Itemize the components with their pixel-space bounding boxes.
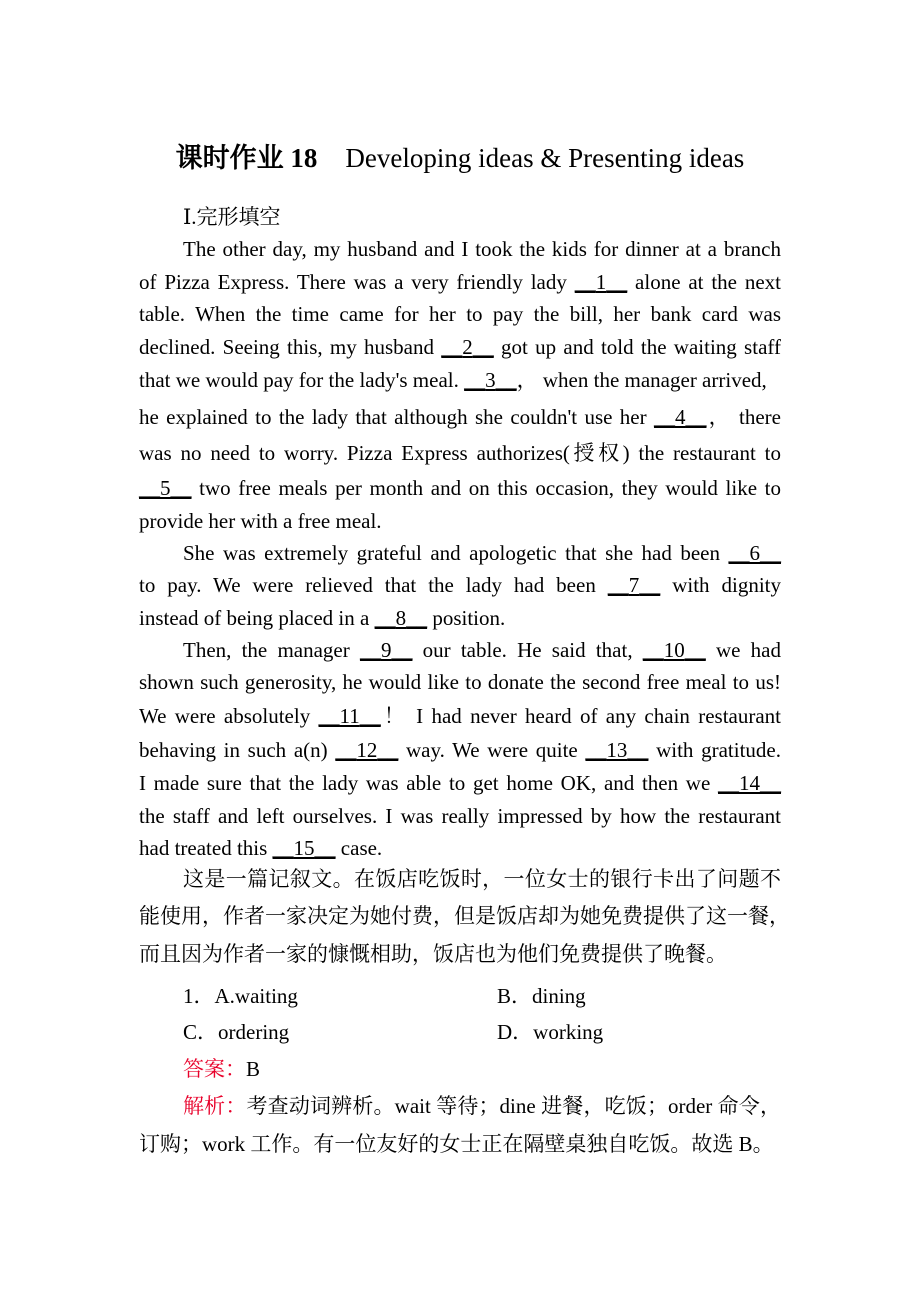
- passage-text: two free meals per month and on this occasion, they would like to: [191, 476, 781, 500]
- passage-text: She was extremely grateful and apologetic that she had been: [183, 541, 729, 565]
- blank-underline: __: [335, 738, 357, 762]
- passage-text: behaving in such a(n): [139, 738, 336, 762]
- cloze-blank: [729, 541, 782, 565]
- blank-underline: __: [272, 836, 294, 860]
- blank-number: 1: [595, 270, 607, 294]
- blank-underline: __: [318, 704, 340, 728]
- blank-number: 14: [739, 771, 760, 795]
- lesson-number: 课时作业 18: [175, 143, 318, 173]
- cloze-blank: [375, 606, 428, 630]
- cloze-blank: [335, 738, 398, 762]
- analysis-label: 解析：: [183, 1094, 247, 1118]
- passage-line: [139, 472, 781, 504]
- passage-line: [139, 401, 781, 433]
- lesson-topic: Developing ideas & Presenting ideas: [345, 143, 745, 173]
- passage-text: ， when the manager arrived,: [516, 368, 767, 392]
- passage-text: with dignity: [660, 573, 781, 597]
- blank-number: 10: [663, 638, 685, 662]
- passage-text: the staff and left ourselves. I was really impressed by how the restaurant: [139, 804, 781, 828]
- cloze-blank: [273, 836, 336, 860]
- blank-underline: __: [472, 335, 494, 359]
- passage-text: position.: [427, 606, 506, 630]
- passage-line: [139, 767, 781, 799]
- answer-value: B: [246, 1057, 261, 1081]
- passage-text: with gratitude.: [648, 738, 781, 762]
- passage-line: [139, 266, 781, 298]
- summary-line: 这是一篇记叙文。在饭店吃饭时，一位女士的银行卡出了问题不: [183, 867, 781, 891]
- blank-underline: __: [760, 771, 781, 795]
- passage-text: We were absolutely: [139, 704, 319, 728]
- passage-line: [183, 634, 781, 666]
- passage-text: our table. He said that,: [412, 638, 643, 662]
- passage-line: [139, 832, 781, 864]
- passage-text: ， there: [706, 405, 781, 429]
- passage-text: way. We were quite: [398, 738, 586, 762]
- blank-underline: __: [377, 738, 399, 762]
- analysis-line: [183, 1090, 781, 1122]
- blank-number: 6: [749, 541, 760, 565]
- passage-text: declined. Seeing this, my husband: [139, 335, 442, 359]
- blank-underline: __: [406, 606, 428, 630]
- passage-text: The other day, my husband and I took the kids for dinner at a branch: [183, 237, 781, 261]
- blank-underline: __: [639, 573, 661, 597]
- passage-text: he explained to the lady that although she couldn't use her: [139, 405, 654, 429]
- passage-line: [139, 364, 781, 396]
- summary-line: 而且因为作者一家的慷慨相助，饭店也为他们免费提供了晚餐。: [139, 942, 727, 966]
- cloze-blank: [608, 573, 661, 597]
- option-c: C．ordering: [183, 1020, 290, 1044]
- blank-number: 8: [395, 606, 407, 630]
- passage-line: [139, 569, 781, 601]
- passage-line: [139, 505, 781, 537]
- blank-underline: __: [760, 541, 781, 565]
- passage-text: I made sure that the lady was able to get home OK, and then we: [139, 771, 718, 795]
- blank-underline: __: [607, 573, 629, 597]
- cloze-blank: [139, 476, 192, 500]
- blank-number: 3: [485, 368, 496, 392]
- passage-line: [139, 298, 781, 330]
- cloze-blank: [441, 335, 494, 359]
- cloze-blank: [718, 771, 781, 795]
- blank-underline: __: [464, 368, 486, 392]
- cloze-blank: [464, 368, 517, 392]
- blank-underline: __: [170, 476, 192, 500]
- passage-text: was no need to worry. Pizza Express authorizes(授权) the restaurant to: [139, 441, 781, 465]
- blank-underline: __: [441, 335, 463, 359]
- page-title: [0, 138, 920, 178]
- passage-text: table. When the time came for her to pay the bill, her bank card was: [139, 302, 781, 326]
- passage-text: had treated this: [139, 836, 273, 860]
- blank-number: 9: [380, 638, 392, 662]
- blank-underline: __: [585, 738, 607, 762]
- blank-underline: __: [374, 606, 396, 630]
- blank-number: 15: [293, 836, 315, 860]
- blank-number: 7: [628, 573, 640, 597]
- passage-text: alone at the next: [627, 270, 781, 294]
- passage-text: to pay. We were relieved that the lady had been: [139, 573, 608, 597]
- blank-underline: __: [684, 638, 706, 662]
- blank-number: 11: [339, 704, 360, 728]
- passage-line: [139, 437, 781, 469]
- blank-underline: __: [653, 405, 675, 429]
- passage-text: of Pizza Express. There was a very friendly lady: [139, 270, 575, 294]
- analysis-line: 订购；work 工作。有一位友好的女士正在隔壁桌独自吃饭。故选 B。: [139, 1132, 774, 1156]
- blank-underline: __: [685, 405, 707, 429]
- passage-line: [183, 537, 781, 569]
- passage-line: [139, 700, 781, 732]
- blank-underline: __: [359, 638, 381, 662]
- blank-underline: __: [495, 368, 517, 392]
- blank-underline: __: [139, 476, 160, 500]
- option-a: 1．A.waiting: [183, 984, 298, 1008]
- option-b: B．dining: [497, 984, 586, 1008]
- blank-underline: __: [718, 771, 739, 795]
- blank-underline: __: [606, 270, 628, 294]
- passage-text: provide her with a free meal.: [139, 509, 382, 533]
- section-heading: Ⅰ.完形填空: [183, 205, 281, 229]
- blank-underline: __: [314, 836, 336, 860]
- blank-underline: __: [391, 638, 413, 662]
- passage-line: [139, 602, 781, 634]
- passage-text: case.: [335, 836, 383, 860]
- passage-text: ！ I had never heard of any chain restaurant: [380, 704, 782, 728]
- passage-line: [183, 233, 781, 265]
- cloze-blank: [654, 405, 707, 429]
- blank-underline: __: [574, 270, 596, 294]
- passage-line: [139, 800, 781, 832]
- passage-line: [139, 734, 781, 766]
- summary-line: 能使用，作者一家决定为她付费，但是饭店却为她免费提供了这一餐，: [139, 904, 790, 928]
- passage-text: got up and told the waiting staff: [493, 335, 781, 359]
- passage-text: shown such generosity, he would like to donate the second free meal to us!: [139, 670, 781, 694]
- analysis-text: 考查动词辨析。wait 等待；dine 进餐，吃饭；order 命令，: [246, 1094, 781, 1118]
- cloze-blank: [643, 638, 706, 662]
- option-d: D．working: [497, 1020, 604, 1044]
- answer-line: [183, 1053, 260, 1085]
- cloze-blank: [360, 638, 413, 662]
- blank-number: 5: [160, 476, 171, 500]
- blank-number: 4: [674, 405, 686, 429]
- blank-number: 13: [606, 738, 628, 762]
- blank-underline: __: [728, 541, 750, 565]
- blank-number: 2: [462, 335, 473, 359]
- cloze-blank: [575, 270, 628, 294]
- passage-text: that we would pay for the lady's meal.: [139, 368, 465, 392]
- blank-underline: __: [627, 738, 649, 762]
- passage-text: instead of being placed in a: [139, 606, 375, 630]
- blank-underline: __: [359, 704, 381, 728]
- passage-line: [139, 331, 781, 363]
- passage-line: [139, 666, 781, 698]
- passage-text: we had: [705, 638, 781, 662]
- blank-number: 12: [356, 738, 378, 762]
- cloze-blank: [319, 704, 381, 728]
- cloze-blank: [585, 738, 648, 762]
- blank-underline: __: [642, 638, 664, 662]
- answer-label: 答案：: [183, 1057, 246, 1081]
- passage-text: Then, the manager: [183, 638, 360, 662]
